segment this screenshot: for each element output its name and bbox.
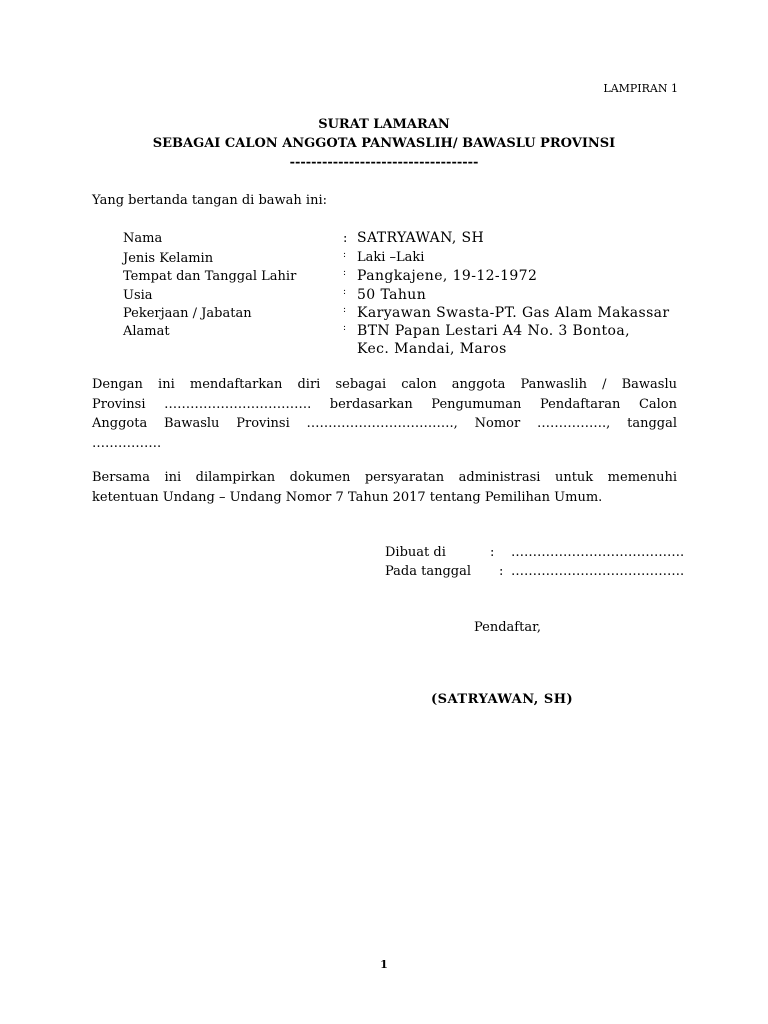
field-label: Tempat dan Tanggal Lahir <box>123 269 297 284</box>
application-paragraph <box>92 375 677 453</box>
page-number: 1 <box>380 958 388 971</box>
field-colon: : <box>343 305 347 315</box>
signer-name: (SATRYAWAN, SH) <box>431 692 574 707</box>
paragraph-line: ketentuan Undang – Undang Nomor 7 Tahun 2017 tentang Pemilihan Umum. <box>92 489 603 505</box>
attachment-paragraph <box>92 468 677 507</box>
letter-title: SURAT LAMARAN <box>318 117 450 132</box>
field-colon: : <box>343 250 347 260</box>
made-at-colon: : <box>490 545 495 560</box>
date-colon: : <box>499 564 504 579</box>
field-colon: : <box>343 231 348 246</box>
field-label: Nama <box>123 231 163 246</box>
field-value: SATRYAWAN, SH <box>357 230 485 246</box>
attachment-label: LAMPIRAN 1 <box>603 82 678 95</box>
field-value: Pangkajene, 19-12-1972 <box>357 268 538 284</box>
field-label: Jenis Kelamin <box>123 251 214 266</box>
paragraph-line: Provinsi ……………………………. berdasarkan Pengumuman Pendaftaran Calon <box>92 396 677 412</box>
field-value: Laki –Laki <box>357 250 425 265</box>
field-label: Pekerjaan / Jabatan <box>123 306 252 321</box>
paragraph-line: ……………. <box>92 435 162 451</box>
date-value: …………………………………. <box>511 564 685 579</box>
field-colon: : <box>343 287 347 297</box>
date-label: Pada tanggal <box>385 564 472 579</box>
made-at-value: …………………………………. <box>511 545 685 560</box>
paragraph-line: Anggota Bawaslu Provinsi ……………………………., Nomor ……………., tanggal <box>92 416 677 431</box>
field-value: BTN Papan Lestari A4 No. 3 Bontoa, <box>357 323 630 339</box>
title-separator: ----------------------------------- <box>289 155 479 170</box>
field-label: Usia <box>123 288 153 303</box>
field-value: 50 Tahun <box>357 287 427 303</box>
field-value-line2: Kec. Mandai, Maros <box>357 341 507 357</box>
field-colon: : <box>343 268 347 278</box>
applicant-label: Pendaftar, <box>474 620 542 635</box>
intro-text: Yang bertanda tangan di bawah ini: <box>92 193 327 208</box>
letter-subtitle: SEBAGAI CALON ANGGOTA PANWASLIH/ BAWASLU PROVINSI <box>152 136 616 151</box>
field-value: Karyawan Swasta-PT. Gas Alam Makassar <box>357 305 670 321</box>
paragraph-line: Dengan ini mendaftarkan diri sebagai calon anggota Panwaslih / Bawaslu <box>92 377 677 392</box>
field-colon: : <box>343 323 347 333</box>
made-at-label: Dibuat di <box>385 545 446 560</box>
paragraph-line: Bersama ini dilampirkan dokumen persyaratan administrasi untuk memenuhi <box>92 470 677 485</box>
field-label: Alamat <box>123 324 170 339</box>
